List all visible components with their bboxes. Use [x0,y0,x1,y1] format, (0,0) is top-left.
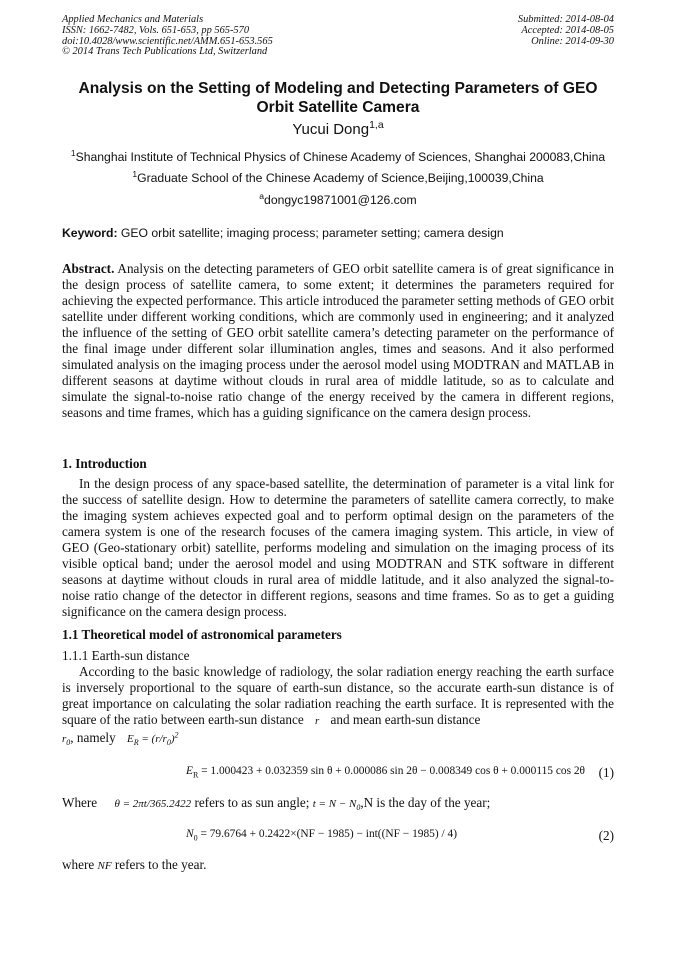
section-1-1-heading: 1.1 Theoretical model of astronomical parameters [62,627,342,642]
author-line [62,121,614,139]
eq2-rhs: = 79.6764 + 0.2422×(NF − 1985) − int((NF − 1985) / 4) [197,828,457,840]
accepted-date: Accepted: 2014-08-05 [521,24,614,36]
where-sun-angle [62,795,490,812]
where-year [62,857,206,873]
day-of-year-text: ,N is the day of the year; [360,795,491,810]
sun-angle-text: refers to as sun angle; [194,795,310,810]
submitted-date: Submitted: 2014-08-04 [517,14,614,25]
year-text: refers to the year. [114,857,207,872]
email-mark: a [259,190,265,201]
abstract [62,261,614,421]
earth-sun-text-a: According to the basic knowledge of radiology, the solar radiation energy reaching the earth surface is inversely proportional to the square of earth-sun distance, so the accurate earth-sun distance is of great importance on calculating the solar radiation reaching the earth surface. It is represented with the square of the ratio between earth-sun distance [62,664,614,727]
nf-symbol: NF [97,860,112,872]
issn-line: ISSN: 1662-7482, Vols. 651-653, pp 565-570 [62,24,250,36]
er-power: 2 [174,730,179,740]
journal-info [62,15,273,58]
eq2-lhs-subscript: 0 [193,833,198,843]
keywords [62,226,614,241]
affiliation-mark: 1 [70,147,76,158]
email-address: dongyc19871001@126.com [264,193,417,207]
namely-text: , namely [70,729,116,745]
t-expression: t = N − N [312,798,357,810]
abstract-label: Abstract. [62,261,115,276]
affiliation-mark: 1 [132,168,138,179]
equation-2-number: (2) [598,828,614,843]
affiliation-2 [62,168,614,185]
earth-sun-paragraph [62,664,614,751]
t-subscript: 0 [356,803,361,813]
symbol-r: r [314,714,320,727]
doi-line: doi:10.4028/www.scientific.net/AMM.651-653.565 [62,35,273,47]
equation-1-number: (1) [598,765,614,780]
author-email [62,190,614,207]
er-ratio-subscript: 0 [166,738,171,747]
r0-subscript: 0 [66,738,71,747]
er-base: E [127,732,134,745]
r0-base: r [62,732,67,745]
er-ratio: = (r/r [138,732,167,745]
affiliation-1 [62,147,614,164]
online-date: Online: 2014-09-30 [531,35,614,47]
section-1-text: In the design process of any space-based satellite, the determination of parameter is a vital link for the success of satellite design. How to determine the parameters of satellite camera correctly, to make the imaging system achieves expected goal and to perform optimal design on the parameters of the camera system is one of the research focuses of the camera imaging system. This article, in view of GEO (Geo-stationary orbit) satellite, performs modeling and simulation on the imaging process of its visible optical band; under the aerosol model and using MODTRAN and STK software in different seasons at daytime without clouds in rural area of middle latitude, and it also analyzed the signal-to-noise ratio change of the detector in different regions, seasons and time frames. So as to get a guiding significance on the camera design process. [62,476,614,619]
subsection-1-1-1-heading: 1.1.1 Earth-sun distance [62,648,190,663]
eq1-lhs: E [186,765,193,777]
journal-name: Applied Mechanics and Materials [62,14,204,25]
er-subscript: R [133,738,139,747]
author-name: Yucui Dong [292,121,370,138]
keywords-label: Keyword: [62,226,118,240]
dates-info [518,15,614,47]
equation-2 [186,828,457,842]
eq2-lhs: N [186,828,194,840]
section-1-heading: 1. Introduction [62,456,147,471]
affiliation-text: Shanghai Institute of Technical Physics of Chinese Academy of Sciences, Shanghai 200083,China [75,150,606,164]
t-definition [312,798,361,813]
eq1-lhs-subscript: R [192,770,199,780]
where2-label: where [62,857,95,872]
copyright-line: © 2014 Trans Tech Publications Ltd, Switzerland [62,46,268,58]
earth-sun-text-b: and mean earth-sun distance [330,711,481,727]
er-expression [127,730,179,747]
paper-title: Analysis on the Setting of Modeling and Detecting Parameters of GEO Orbit Satellite Camera [78,80,598,116]
affiliation-text: Graduate School of the Chinese Academy of Science,Beijing,100039,China [137,171,544,185]
equation-1 [186,765,585,779]
keywords-text: GEO orbit satellite; imaging process; parameter setting; camera design [120,226,504,240]
theta-definition: θ = 2πt/365.2422 [114,798,192,810]
eq1-rhs: = 1.000423 + 0.032359 sin θ + 0.000086 sin 2θ − 0.008349 cos θ + 0.000115 cos 2θ [198,765,586,777]
author-marks: 1,a [369,119,384,131]
er-ratio-close: ) [170,732,175,745]
where-label: Where [62,795,98,810]
abstract-text: Analysis on the detecting parameters of GEO orbit satellite camera is of great significance in the design process of satellite camera, to some extent; it determines the parameters required for achieving the expected performance. This article introduced the parameter setting methods of GEO orbit satellite under different working conditions, which are commonly used in engineering; and it analyzed the influence of the setting of GEO orbit satellite camera’s detecting parameter on the performance of the final image under different solar illumination angles, times and seasons. And it also performed simulated analysis on the imaging process under the aerosol model using MODTRAN and MATLAB in different seasons at daytime without clouds in rural area of middle latitude, so as to calculate and simulate the signal-to-noise ratio change of the energy received by the camera in different regions, seasons and time frames, which has a guiding significance on the camera design process. [62,261,614,420]
